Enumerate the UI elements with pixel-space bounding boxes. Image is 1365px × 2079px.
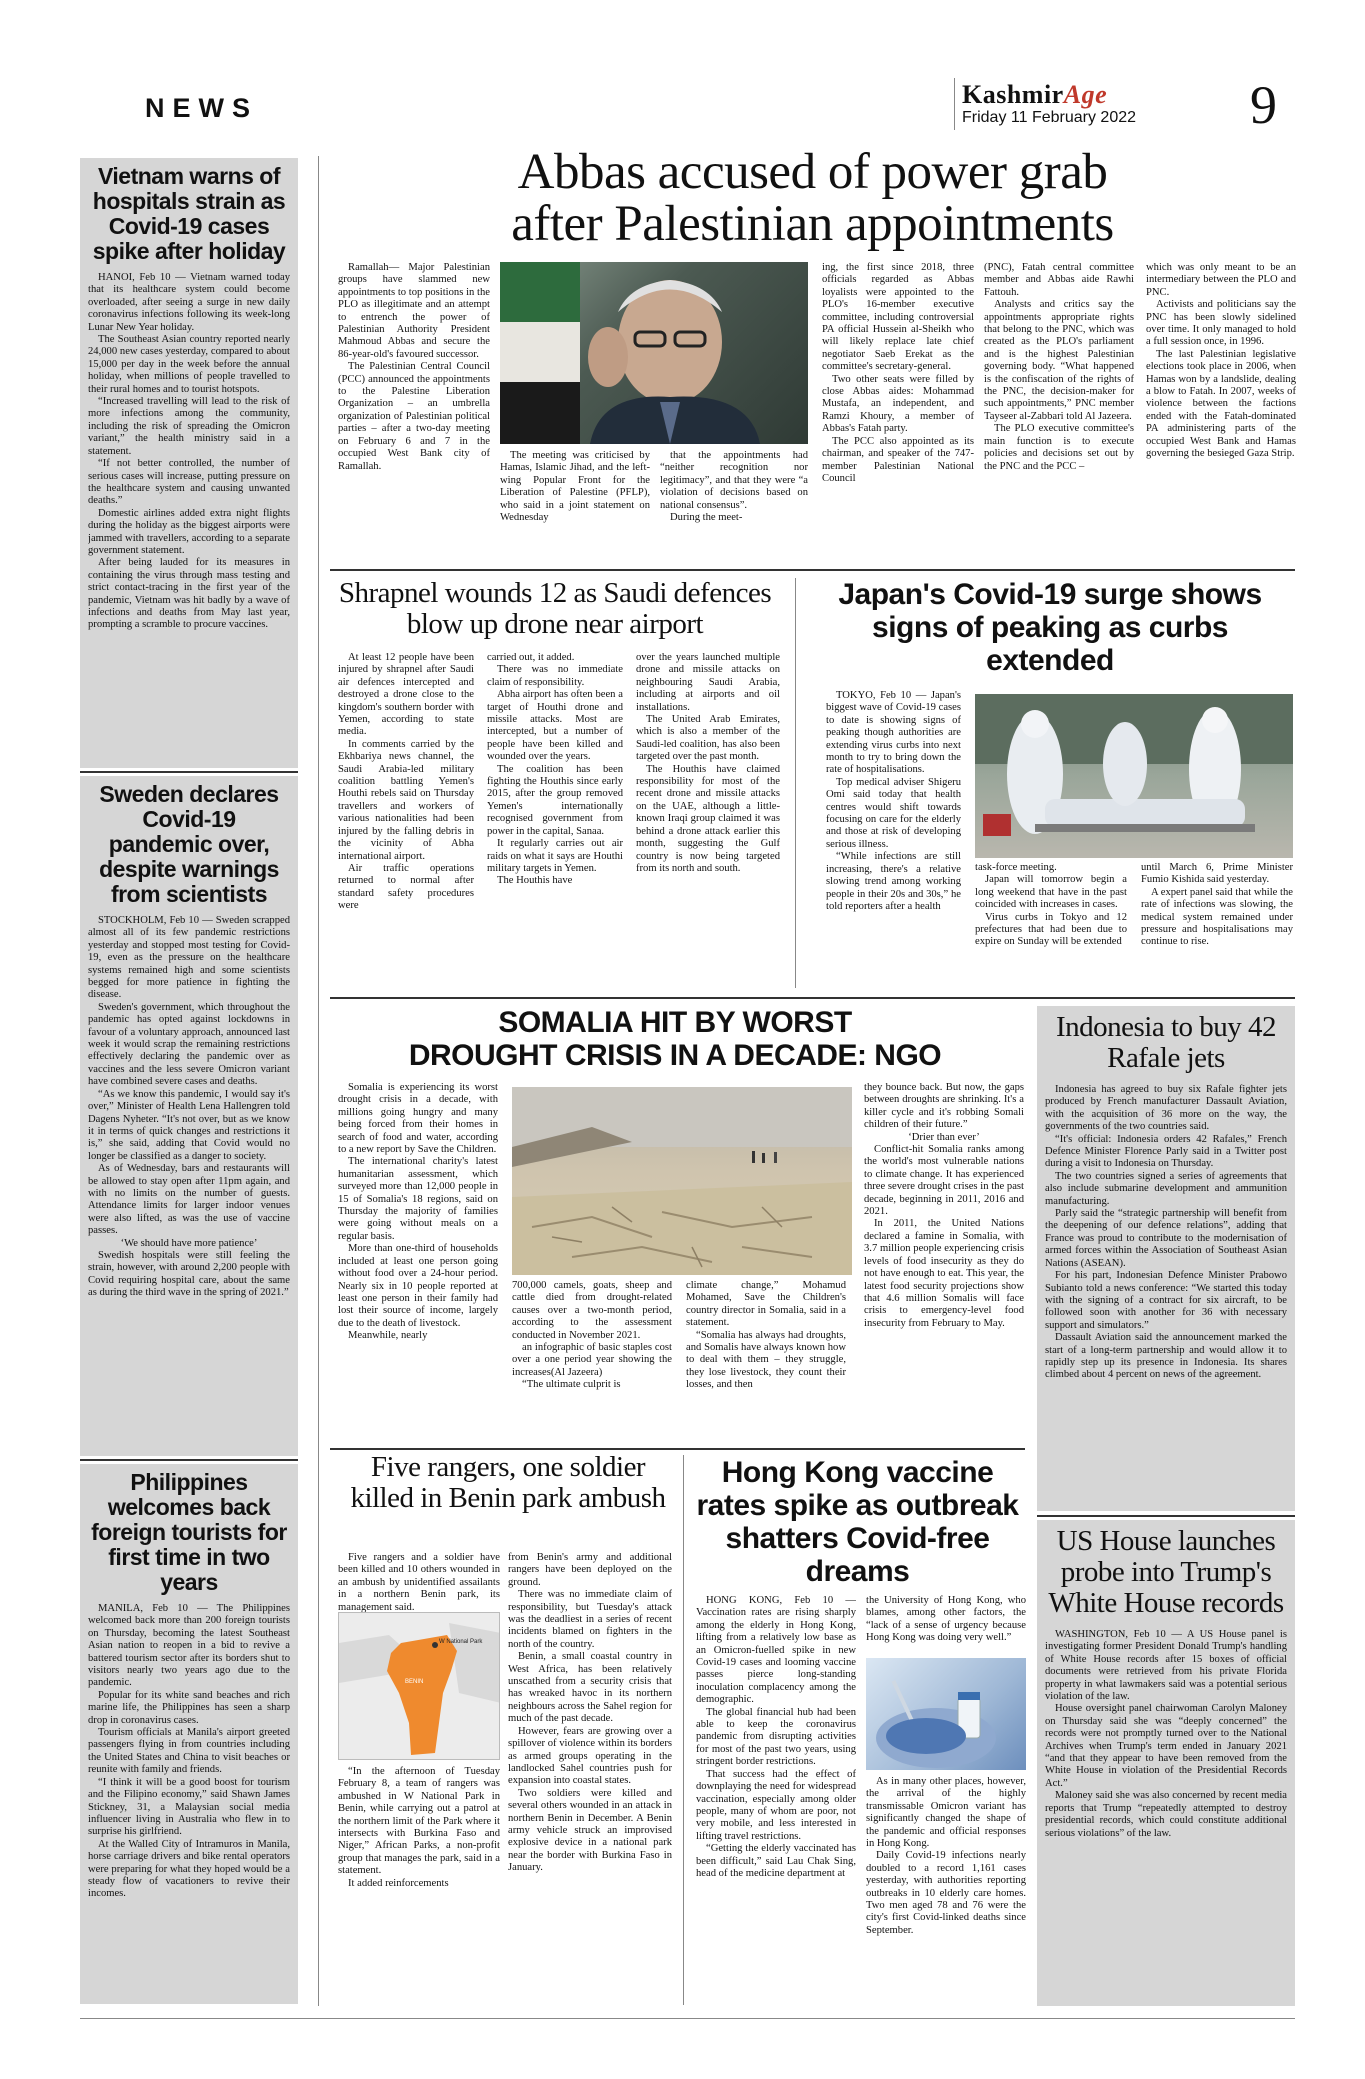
- abbas-photo: [500, 262, 808, 444]
- map-label-park: W National Park: [439, 1639, 483, 1645]
- body-vietnam: HANOI, Feb 10 — Vietnam warned today that its healthcare system could become overloaded, after seeing a surge in new daily coronavirus infections following its week-long Lunar New Year holiday. The Southeast Asian country reported nearly 24,000 new cases yesterday, compared to about 15,000 per day in the week before the annual holiday, when millions of people travelled to their rural homes and to tourist hotspots. “Increased travelling will lead to the risk of more infections among the community, including the risk of spreading the Omicron variant,” the health ministry said in a statement. “If not better controlled, the number of serious cases will increase, putting pressure on the healthcare system and causing unwanted deaths.” Domestic airlines added extra night flights during the holiday as the biggest airports were jammed with travellers, according to a separate government statement. After being lauded for its measures in containing the virus through mass testing and strict contact-tracing in the first year of the pandemic, Vietnam was hit badly by a wave of infections and deaths from May last year, prompting a scramble to procure vaccines.: [88, 272, 290, 631]
- headline-hongkong: Hong Kong vaccine rates spike as outbreak shatters Covid-free dreams: [696, 1456, 1019, 1588]
- headline-somalia: SOMALIA HIT BY WORST DROUGHT CRISIS IN A DECADE: NGO: [408, 1006, 942, 1072]
- abbas-col-1: Ramallah— Major Palestinian groups have slammed new appointments to top positions in the PLO as illegitimate and an attempt to entrench the power of Palestinian Authority President Mahmoud Abbas and secure the 86-year-old's favoured successor. The Palestinian Central Council (PCC) announced the appointments to the Palestine Liberation Organization – an umbrella organization of Palestinian political parties – after a two-day meeting on February 6 and 7 in the occupied West Bank city of Ramallah.: [338, 262, 490, 472]
- abbas-col-6: which was only meant to be an intermediary between the PLO and PNC. Activists and politicians say the PNC has been slowly sidelined over time. It only managed to hold a full session once, in 1996. The last Palestinian legislative elections took place in 2006, when Hamas won by a landslide, dealing a blow to Fatah. In 2007, weeks of violence between the factions ended with the Fatah-dominated PA administering parts of the occupied West Bank and Hamas governing the besieged Gaza Strip.: [1146, 262, 1296, 460]
- footer-rule: [80, 2018, 1295, 2019]
- body-sweden: STOCKHOLM, Feb 10 — Sweden scrapped almost all of its few pandemic restrictions yesterday and stopped most testing for Covid-19, even as the pressure on the healthcare systems remained high and some scientists begged for more patience in fighting the disease. Sweden's government, which throughout the pandemic has opted against lockdowns in favour of a voluntary approach, announced last week it would scrap the remaining restrictions effectively declaring the pandemic over as vaccines and the less severe Omicron variant have combined severe cases and deaths. “As we know this pandemic, I would say it's over,” Minister of Health Lena Hallengren told Dagens Nyheter. “It's not over, but as we know it in terms of quick changes and restrictions it is,” she said, adding that Covid would no longer be classified as a danger to society. As of Wednesday, bars and restaurants will be allowed to stay open after 11pm again, and with no limits on the number of guests. Attendance limits for larger indoor venues were also lifted, as was the use of vaccine passes. ‘We should have more patience’ Swedish hospitals were still feeling the strain, however, with around 2,200 people with Covid requiring hospital care, about the same as during the third wave in the spring of 2021.”: [88, 915, 290, 1299]
- brand-part2: Age: [1063, 80, 1108, 109]
- headline-sweden: Sweden declares Covid-19 pandemic over, despite warnings from scientists: [99, 781, 279, 907]
- sidebar-rule: [80, 771, 298, 773]
- body-indonesia: Indonesia has agreed to buy six Rafale fighter jets produced by French manufacturer Dassault Aviation, with the acquisition of 36 more on the way, the governments of the two countries said. “It's official: Indonesia orders 42 Rafales,” French Defence Minister Florence Parly said in a Twitter post during a visit to Indonesia on Thursday. The two countries signed a series of agreements that also include submarine development and ammunition manufacturing. Parly said the “strategic partnership will benefit from the deepening of our defence relations”, adding that France was proud to contribute to the modernisation of armed forces within the Association of Southeast Asian Nations (ASEAN). For his part, Indonesian Defence Minister Prabowo Subianto told a news conference: “We started this today with the signing of a contract for six aircraft, to be followed soon with another for 36 with necessary support and simulators.” Dassault Aviation said the announcement marked the start of a long-term partnership and would allow it to rapidly step up its presence in Indonesia. Its shares climbed about 4 percent on news of the agreement.: [1045, 1084, 1287, 1381]
- body-ushouse: WASHINGTON, Feb 10 — A US House panel is investigating former President Donald Trump's handling of White House records after 15 boxes of official documents were retrieved from his private Florida property in what lawmakers said was a potential serious violation of the law. House oversight panel chairwoman Carolyn Maloney on Thursday said she was “deeply concerned” the records were not promptly turned over to the National Archives when Trump's term ended in January 2021 “and that they appear to have been removed from the White House in violation of the Presidential Records Act.” Maloney said she was also concerned by recent media reports that Trump “repeatedly attempted to destroy presidential records, which could constitute additional serious violations” of the law.: [1045, 1629, 1287, 1839]
- sidebar-story-ushouse: [1037, 1520, 1295, 2006]
- story-rule-1: [330, 569, 1295, 571]
- headline-ushouse: US House launches probe into Trump's White House records: [1048, 1525, 1284, 1619]
- headline-abbas: Abbas accused of power grab after Palestinian appointments: [511, 144, 1114, 252]
- abbas-col-3: that the appointments had “neither recognition nor legitimacy”, and that they were “a violation of decisions based on national consensus”. During the meet-: [660, 450, 808, 524]
- somalia-photo: [512, 1087, 852, 1275]
- japan-photo: [975, 694, 1293, 858]
- sidebar-story-indonesia: [1037, 1006, 1295, 1511]
- sidebar-rule-3: [1037, 1515, 1295, 1517]
- headline-philippines: Philippines welcomes back foreign tourists for first time in two years: [91, 1469, 287, 1595]
- benin-col-1-bottom: “In the afternoon of Tuesday February 8, a team of rangers was ambushed in W National Park in Benin, while carrying out a patrol at the northern limit of the Park where it intersects with Burkina Faso and Niger,” African Parks, a non-profit group that manages the park, said in a statement. It added reinforcements: [338, 1766, 500, 1889]
- sidebar-story-sweden: [80, 776, 298, 1456]
- headline-indonesia: Indonesia to buy 42 Rafale jets: [1055, 1011, 1277, 1074]
- hongkong-col-2-top: the University of Hong Kong, who blames, among other factors, the “lack of a sense of urgency because Hong Kong was doing very well.”: [866, 1595, 1026, 1644]
- section-label: NEWS: [145, 93, 258, 123]
- somalia-col-4: they bounce back. But now, the gaps between droughts are shrinking. It's a killer cycle and it's robbing Somali children of their future.” ‘Drier than ever’ Conflict-hit Somalia ranks among the world's most vulnerable nations to climate change. It has experienced three severe drought crises in the past decade, beginning in 2011, 2016 and 2021. In 2011, the United Nations declared a famine in Somalia, with 3.7 million people experiencing crisis levels of food insecurity as they do not have enough to eat. This year, the latest food security projections show that 4.6 million Somalis will face crisis to emergency-level food insecurity from February to May.: [864, 1082, 1024, 1329]
- shrapnel-col-1: At least 12 people have been injured by shrapnel after Saudi air defences intercepted and destroyed a drone close to the kingdom's southern border with Yemen, according to state media. In comments carried by the Ekhbariya news channel, the Saudi Arabia-led military coalition battling Yemen's Houthi rebels said on Thursday travellers and workers of various nationalities had been injured by the falling debris in the vicinity of Abha international airport. Air traffic operations returned to normal after standard safety procedures were: [338, 652, 474, 912]
- column-divider-mid: [795, 578, 796, 988]
- somalia-col-2: 700,000 camels, goats, sheep and cattle died from drought-related causes over a two-month period, according to the assessment conducted in November 2021. an infographic of basic staples cost over a one period year showing the increases(Al Jazeera) “The ultimate culprit is: [512, 1280, 672, 1391]
- abbas-col-4: ing, the first since 2018, three officials regarded as Abbas loyalists were appointed to the PLO's 16-member executive committee, including controversial PA official Hussein al-Sheikh who will likely replace late chief negotiator Saeb Erekat as the committee's secretary-general. Two other seats were filled by close Abbas aides: Mohammad Mustafa, an independent, and Ramzi Khoury, a member of Abbas's Fatah party. The PCC also appointed as its chairman, and speaker of the 747-member Palestinian National Council: [822, 262, 974, 484]
- headline-vietnam: Vietnam warns of hospitals strain as Covid-19 cases spike after holiday: [92, 163, 286, 264]
- abbas-col-5: (PNC), Fatah central committee member and Abbas aide Rawhi Fattouh. Analysts and critics say the appointments appropriate rights that belong to the PNC, which was created as the PLO's parliament and is the highest Palestinian governing body. “What happened is the confiscation of the rights of the PNC, the decision-maker for such appointments,” PNC member Tayseer al-Zabbari told Al Jazeera. The PLO executive committee's main function is to execute policies and decisions set out by the PNC and the PCC –: [984, 262, 1134, 472]
- brand-logo: [962, 80, 1107, 110]
- hongkong-col-1: HONG KONG, Feb 10 — Vaccination rates are rising sharply among the elderly in Hong Kong, lifting from a relatively low base as an Omicron-fuelled spike in new Covid-19 cases and looming vaccine passes pierce long-standing inoculation complacency among the demographic. The global financial hub had been able to keep the coronavirus pandemic from disrupting activities for most of the past two years, using stringent border restrictions. That success had the effect of downplaying the need for widespread vaccination, especially among older people, many of whom are poor, not very mobile, and less interested in lifting travel restrictions. “Getting the elderly vaccinated has been difficult,” said Lau Chak Sing, head of the medicine department at: [696, 1595, 856, 1879]
- masthead-divider: [954, 78, 955, 130]
- benin-col-2: from Benin's army and additional rangers have been deployed on the ground. There was no immediate claim of responsibility, but Tuesday's attack was the deadliest in a series of recent incidents blamed on fighters in the north of the country. Benin, a small coastal country in West Africa, has been relatively unscathed from a security crisis that has wreaked havoc in its northern neighbours across the Sahel region for much of the past decade. However, fears are growing over a spillover of violence within its borders as armed groups operating in the landlocked Sahel countries push for expansion into coastal states. Two soldiers were killed and several others wounded in an attack in northern Benin in December. A Benin army vehicle struck an improvised explosive device in a national park near the border with Burkina Faso in January.: [508, 1552, 672, 1874]
- vaccine-vial-image: [866, 1658, 1026, 1770]
- map-image: [339, 1613, 500, 1760]
- column-divider-bottom: [683, 1455, 684, 2005]
- sidebar-rule-2: [80, 1459, 298, 1461]
- benin-map: [338, 1612, 500, 1760]
- health-workers-image: [975, 694, 1293, 858]
- column-divider-left: [318, 156, 319, 2006]
- brand-part1: Kashmir: [962, 80, 1064, 109]
- headline-benin: Five rangers, one soldier killed in Benin park ambush: [350, 1451, 666, 1514]
- headline-japan: Japan's Covid-19 surge shows signs of peaking as curbs extended: [838, 578, 1262, 677]
- abbas-col-2: The meeting was criticised by Hamas, Islamic Jihad, and the left-wing Popular Front for the Liberation of Palestine (PFLP), who said in a joint statement on Wednesday: [500, 450, 650, 524]
- map-label-country: BENIN: [405, 1679, 424, 1685]
- sidebar-story-philippines: [80, 1464, 298, 2004]
- japan-col-3: until March 6, Prime Minister Fumio Kishida said yesterday. A expert panel said that while the rate of infections was slowing, the medical system remained under pressure and hospitalisations may continue to rise.: [1141, 862, 1293, 948]
- body-philippines: MANILA, Feb 10 — The Philippines welcomed back more than 200 foreign tourists on Thursday, becoming the latest Southeast Asian nation to reopen in a bid to revive a battered tourism sector after its borders shut to visitors nearly two years ago due to the pandemic. Popular for its white sand beaches and rich marine life, the Philippines has seen a sharp drop in coronavirus cases. Tourism officials at Manila's airport greeted passengers flying in from countries including the United States and China to visit beaches or reunite with family and friends. “I think it will be a good boost for tourism and the Filipino economy,” said Shawn James Stickney, 31, a Malaysian social media influencer living in Australia who flew in to surprise his girlfriend. At the Walled City of Intramuros in Manila, horse carriage drivers and bike rental operators were preparing for what they hoped would be a steady flow of vacationers to revive their incomes.: [88, 1603, 290, 1900]
- japan-col-2: task-force meeting. Japan will tomorrow begin a long weekend that have in the past coincided with increases in cases. Virus curbs in Tokyo and 12 prefectures that had been due to expire on Sunday will be extended: [975, 862, 1127, 948]
- somalia-col-1: Somalia is experiencing its worst drought crisis in a decade, with millions going hungry and many being forced from their homes in search of food and water, according to a new report by Save the Children. The international charity's latest humanitarian assessment, which surveyed more than 12,000 people in 15 of Somalia's 18 regions, said on Thursday the majority of families were going without meals on a regular basis. More than one-third of households included at least one person going without food over a 24-hour period. Nearly six in 10 people reported at least one person in their family had lost their source of income, largely due to the death of livestock. Meanwhile, nearly: [338, 1082, 498, 1342]
- benin-col-1-top: Five rangers and a soldier have been killed and 10 others wounded in an ambush by unidentified assailants in a northern Benin park, its management said.: [338, 1552, 500, 1612]
- portrait-image: [500, 262, 808, 444]
- shrapnel-col-3: over the years launched multiple drone and missile attacks on neighbouring Saudi Arabia, including at airports and oil installations. The United Arab Emirates, which is also a member of the Saudi-led coalition, has also been targeted over the past month. The Houthis have claimed responsibility for most of the recent drone and missile attacks on the UAE, although a little-known Iraqi group claimed it was behind a drone attack earlier this month, suggesting the Gulf country is now being targeted from its north and south.: [636, 652, 780, 874]
- japan-col-1: TOKYO, Feb 10 — Japan's biggest wave of Covid-19 cases to date is showing signs of peaking though authorities are extending virus curbs into next month to try to bring down the rate of hospitalisations. Top medical adviser Shigeru Omi said today that health centres would shift towards focusing on care for the elderly and those at risk of developing serious illness. “While infections are still increasing, there's a relative slowing trend among working people in their 20s and 30s,” he told reporters after a health: [826, 690, 961, 912]
- sidebar-story-vietnam: [80, 158, 298, 768]
- hongkong-col-2-bottom: As in many other places, however, the arrival of the highly transmissable Omicron variant has significantly changed the shape of the pandemic and official responses in Hong Kong. Daily Covid-19 infections nearly doubled to a record 1,161 cases yesterday, with authorities reporting outbreaks in 10 elderly care homes. Two men aged 78 and 76 were the city's first Covid-linked deaths since September.: [866, 1776, 1026, 1936]
- shrapnel-col-2: carried out, it added. There was no immediate claim of responsibility. Abha airport has often been a target of Houthi drone and missile attacks. Most are intercepted, but a number of people have been killed and wounded over the years. The coalition has been fighting the Houthis since early 2015, after the group removed Yemen's internationally recognised government from power in the capital, Sanaa. It regularly carries out air raids on what it says are Houthi military targets in Yemen. The Houthis have: [487, 652, 623, 887]
- hongkong-photo: [866, 1658, 1026, 1770]
- headline-shrapnel: Shrapnel wounds 12 as Saudi defences blow up drone near airport: [338, 577, 772, 640]
- page-number: 9: [1250, 75, 1277, 135]
- story-rule-3: [330, 1448, 1025, 1450]
- drought-land-image: [512, 1087, 852, 1275]
- issue-date: Friday 11 February 2022: [962, 109, 1137, 126]
- story-rule-2: [330, 997, 1295, 999]
- somalia-col-3: climate change,” Mohamud Mohamed, Save the Children's country director in Somalia, said in a statement. “Somalia has always had droughts, and Somalis have always known how to deal with them – they struggle, they lose livestock, they count their losses, and then: [686, 1280, 846, 1391]
